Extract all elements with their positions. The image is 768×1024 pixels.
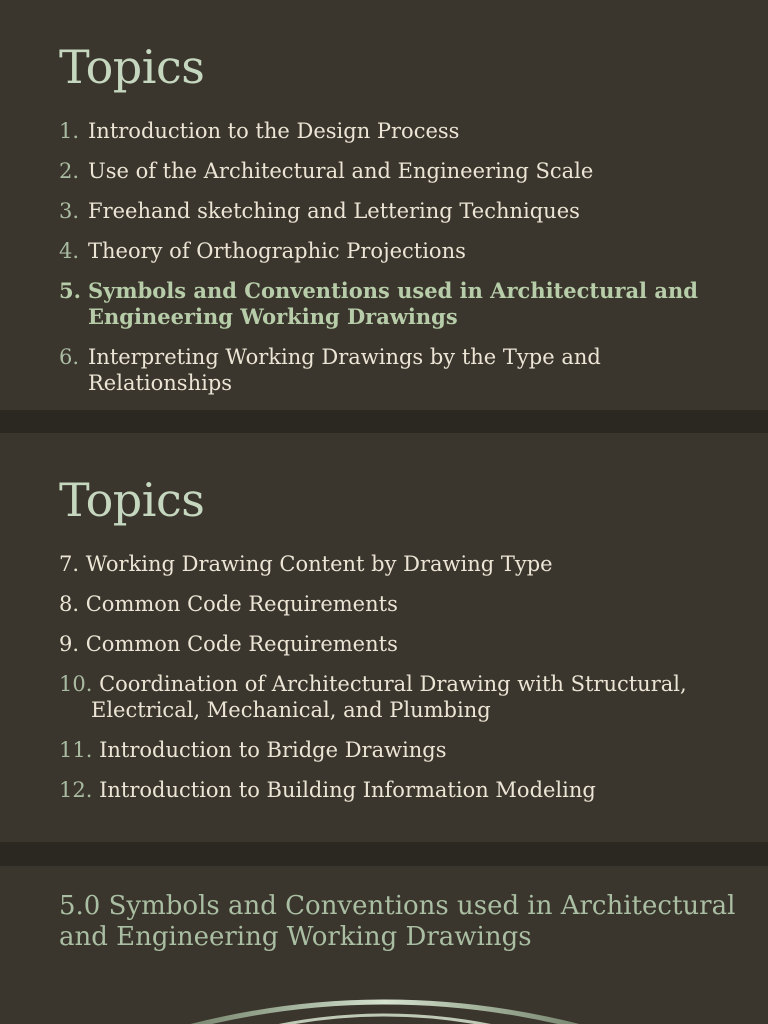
slide-title: Topics (59, 473, 205, 527)
topic-item-1 (59, 118, 748, 144)
slide-topics-1 (0, 0, 768, 410)
topic-item-2 (59, 158, 748, 184)
topic-number: 7. (59, 552, 80, 576)
topic-number: 3. (59, 199, 80, 223)
slide-topics-2 (0, 433, 768, 842)
slide-section-5 (0, 866, 768, 1024)
topic-text: Interpreting Working Drawings by the Type and Relationships (88, 345, 601, 395)
topic-number: 4. (59, 239, 80, 263)
topic-number: 1. (59, 119, 80, 143)
topic-item-12 (59, 777, 748, 803)
topic-list (59, 551, 748, 817)
decorative-arc-icon (0, 866, 768, 1024)
topic-text: Introduction to Building Information Modeling (99, 778, 596, 802)
topic-item-6 (59, 344, 748, 396)
topic-item-10 (59, 671, 748, 723)
topic-number: 9. (59, 632, 80, 656)
topic-item-4 (59, 238, 748, 264)
topic-text: Working Drawing Content by Drawing Type (85, 552, 553, 576)
topic-text: Theory of Orthographic Projections (88, 239, 466, 263)
topic-number: 10. (59, 672, 93, 696)
section-heading: 5.0 Symbols and Conventions used in Architectural and Engineering Working Drawings (59, 891, 736, 952)
topic-item-7 (59, 551, 748, 577)
topic-item-3 (59, 198, 748, 224)
topic-number: 5. (59, 278, 81, 303)
topic-list (59, 118, 748, 410)
topic-item-9 (59, 631, 748, 657)
topic-number: 6. (59, 345, 80, 369)
topic-text: Introduction to Bridge Drawings (99, 738, 447, 762)
topic-item-11 (59, 737, 748, 763)
topic-item-5-highlighted (59, 278, 748, 330)
topic-number: 2. (59, 159, 80, 183)
slide-title: Topics (59, 40, 205, 94)
topic-number: 11. (59, 738, 93, 762)
topic-text: Freehand sketching and Lettering Techniques (88, 199, 580, 223)
topic-text: Common Code Requirements (85, 632, 398, 656)
topic-item-8 (59, 591, 748, 617)
topic-number: 12. (59, 778, 93, 802)
topic-text: Symbols and Conventions used in Architectural and Engineering Working Drawings (88, 278, 698, 329)
topic-text: Introduction to the Design Process (88, 119, 460, 143)
topic-number: 8. (59, 592, 80, 616)
topic-text: Use of the Architectural and Engineering Scale (88, 159, 594, 183)
topic-text: Common Code Requirements (85, 592, 398, 616)
topic-text: Coordination of Architectural Drawing with Structural, Electrical, Mechanical, and Plumbing (91, 672, 687, 722)
